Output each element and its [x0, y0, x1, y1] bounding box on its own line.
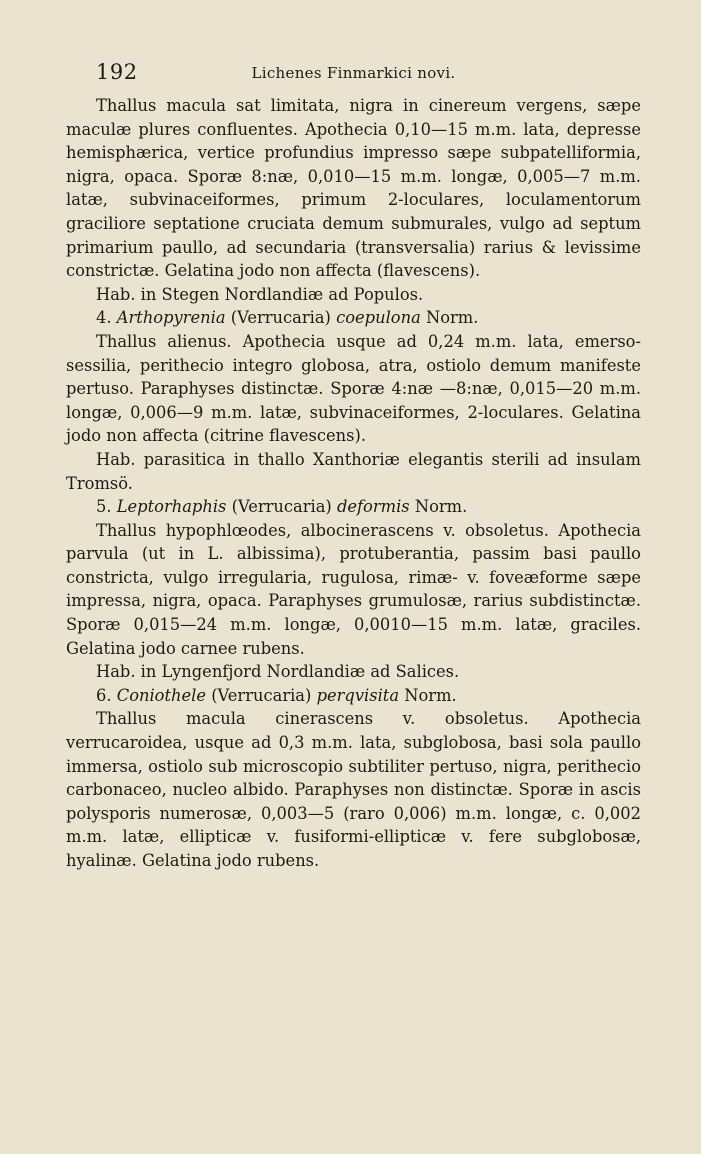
entry6-heading [66, 684, 641, 708]
page-body [66, 94, 641, 873]
species-number: 4. [96, 308, 112, 328]
entry5-heading [66, 495, 641, 519]
species-author: Norm. [404, 685, 457, 705]
page-header [66, 60, 641, 90]
species-epithet: deformis [336, 497, 410, 517]
entry5-thallus: Thallus hypophlœodes, albocinerascens v. obsoletus. Apothecia parvula (ut in L. albissima), protuberantia, passim basi paullo constricta, vulgo irregularia, rugulosa, rimæ- v. foveæforme sæpe impressa, nigra, opaca. Paraphyses grumulosæ, rarius subdistinctæ. Sporæ 0,015—24 m.m. longæ, 0,0010—15 m.m. latæ, graciles. Gelatina jodo carnee rubens. [66, 520, 641, 658]
parent-genus: (Verrucaria) [231, 497, 332, 517]
species-number: 5. [96, 497, 112, 517]
parent-genus: (Verrucaria) [230, 308, 331, 328]
parent-genus: (Verrucaria) [211, 685, 312, 705]
running-title: Lichenes Finmarkici novi. [251, 64, 456, 82]
genus-name: Arthopyrenia [116, 308, 226, 328]
species-epithet: coepulona [336, 308, 421, 328]
entry4-habitat: Hab. parasitica in thallo Xanthoriæ elegantis sterili ad insulam Tromsö. [66, 449, 641, 493]
genus-name: Leptorhaphis [116, 497, 227, 517]
entry6-thallus: Thallus macula cinerascens v. obsoletus. Apothecia verrucaroidea, usque ad 0,3 m.m. lata, subglobosa, basi sola paullo immersa, ostiolo sub microscopio subtiliter pertuso, nigra, perithecio carbonaceo, nucleo albido. Paraphyses non distinctæ. Sporæ in ascis polysporis numerosæ, 0,003—5 (raro 0,006) m.m. longæ, c. 0,002 m.m. latæ, ellipticæ v. fusiformi-ellipticæ v. fere subglobosæ, hyalinæ. Gelatina jodo rubens. [66, 709, 641, 870]
entry5-habitat: Hab. in Lyngenfjord Nordlandiæ ad Salices. [96, 662, 460, 682]
page-number: 192 [96, 60, 138, 84]
entry3-thallus: Thallus macula sat limitata, nigra in cinereum vergens, sæpe maculæ plures confluentes. Apothecia 0,10—15 m.m. lata, depresse hemisphærica, vertice profundius impresso sæpe subpatelliformia, nigra, opaca. Sporæ 8:næ, 0,010—15 m.m. longæ, 0,005—7 m.m. latæ, subvinaceiformes, primum 2-loculares, loculamentorum graciliore septatione cruciata demum submurales, vulgo ad septum primarium paullo, ad secundaria (transversalia) rarius & levissime constrictæ. Gelatina jodo non affecta (flavescens). [66, 96, 641, 281]
entry4-heading [66, 306, 641, 330]
species-number: 6. [96, 685, 112, 705]
species-author: Norm. [425, 308, 479, 328]
species-epithet: perqvisita [316, 685, 400, 705]
entry4-thallus: Thallus alienus. Apothecia usque ad 0,24 m.m. lata, emerso-sessilia, perithecio integro globosa, atra, ostiolo demum manifeste pertuso. Paraphyses distinctæ. Sporæ 4:næ —8:næ, 0,015—20 m.m. longæ, 0,006—9 m.m. latæ, subvinaceiformes, 2-loculares. Gelatina jodo non affecta (citrine flavescens). [66, 331, 641, 446]
species-author: Norm. [414, 497, 468, 517]
entry3-habitat: Hab. in Stegen Nordlandiæ ad Populos. [96, 284, 424, 304]
genus-name: Coniothele [116, 685, 206, 705]
